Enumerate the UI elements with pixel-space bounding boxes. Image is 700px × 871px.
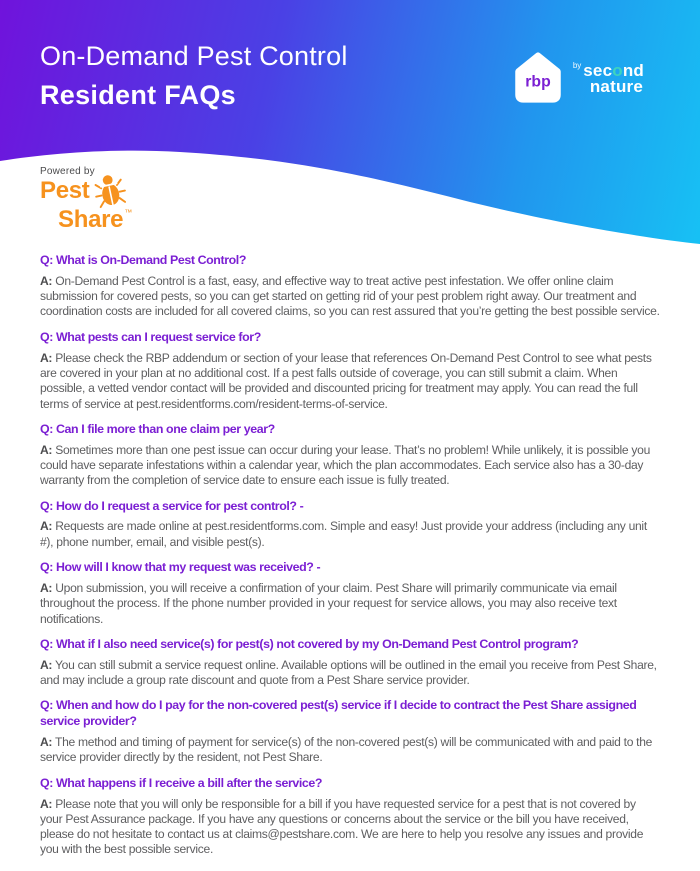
faq-question: Q: How will I know that my request was received? - [40,560,321,575]
faq-item-7 [40,698,660,765]
answer-text: You can still submit a service request online. Available options will be outlined in the email you receive from Pest Share, and may include a group rate discount and quote from a Pest Share service provider. [40,657,657,687]
answer-prefix: A: [40,657,53,672]
pest-word: Pest [40,177,90,204]
faq-item-5 [40,560,660,627]
share-word: Share™ [58,206,132,233]
answer-prefix: A: [40,519,53,534]
faq-answer [40,581,660,627]
beetle-icon [94,173,126,209]
faq-item-4 [40,499,660,550]
rbp-second-nature-logo [512,50,644,106]
faq-list [0,245,700,858]
powered-by-label: Powered by [40,166,95,177]
answer-prefix: A: [40,735,53,750]
second-nature-wordmark: $^{by}$ second nature [572,60,644,96]
page-title: On-Demand Pest Control [40,41,348,71]
page-header [0,0,700,245]
answer-prefix: A: [40,580,53,595]
rbp-logo-text: rbp [525,73,551,91]
faq-question: Q: When and how do I pay for the non-covered pest(s) service if I decide to contract the Pest Share assigned service provider? [40,698,637,729]
faq-answer [40,351,660,412]
answer-text: Please note that you will only be responsible for a bill if you have requested service for a pest that is not covered by your Pest Assurance package. If you have any questions or concerns about the service or the bill you have received, please do not hesitate to contact us at claims@pestshare.com. We are here to help you resolve any issues and provide you with the best possible service. [40,796,644,857]
header-titles [40,40,348,112]
second-nature-line2: nature [589,76,643,96]
faq-question: Q: What happens if I receive a bill after the service? [40,775,323,790]
faq-question: Q: What if I also need service(s) for pest(s) not covered by my On-Demand Pest Control program? [40,636,579,651]
answer-text: On-Demand Pest Control is a fast, easy, and effective way to treat active pest infestation. We offer online claim submission for covered pests, so you can get started on getting rid of your pest problem right away. Our treatment and coordination costs are included for all covered claims, so you can rest assured that you’re getting the best possible service. [40,273,660,319]
answer-text: Upon submission, you will receive a confirmation of your claim. Pest Share will primarily communicate via email throughout the process. If the phone number provided in your request for service allows, you may also receive text notifications. [40,580,617,626]
rbp-house-icon [512,50,564,106]
faq-answer [40,443,660,489]
page-subtitle: Resident FAQs [40,80,236,111]
answer-prefix: A: [40,796,53,811]
faq-answer [40,797,660,858]
faq-answer [40,658,660,689]
faq-question: Q: What is On-Demand Pest Control? [40,253,246,267]
trademark-symbol: ™ [124,208,132,217]
faq-answer [40,274,660,320]
faq-answer [40,735,660,766]
faq-item-2 [40,330,660,412]
answer-prefix: A: [40,273,53,288]
faq-question: Q: What pests can I request service for? [40,329,261,344]
answer-prefix: A: [40,442,53,457]
answer-text: The method and timing of payment for service(s) of the non-covered pest(s) will be communicated with and paid to the service provider directly by the resident, not Pest Share. [40,735,653,765]
faq-answer [40,519,660,550]
pest-share-logo [40,166,132,232]
by-label: by [572,60,582,70]
second-nature-o: o [612,60,623,80]
faq-item-3 [40,422,660,489]
faq-question: Q: How do I request a service for pest control? - [40,498,304,513]
answer-text: Requests are made online at pest.residentforms.com. Simple and easy! Just provide your address (including any unit #), phone number, email, and visible pest(s). [40,519,647,549]
faq-item-1 [40,253,660,320]
faq-question: Q: Can I file more than one claim per year? [40,421,275,436]
answer-prefix: A: [40,350,53,365]
answer-text: Sometimes more than one pest issue can occur during your lease. That’s no problem! While unlikely, it is possible you could have separate infestations within a calendar year, which the plan accommodates. Each service also has a 30-day warranty from the completion of service date to ensure each issue is fully treated. [40,442,650,488]
answer-text: Please check the RBP addendum or section of your lease that references On-Demand Pest Control to see what pests are covered in your plan at no additional cost. If a pest falls outside of coverage, you can still submit a claim. When possible, a vetted vendor contact will be provided and discounted pricing for treatment may apply. You can read the full terms of service at pest.residentforms.com/resident-terms-of-service. [40,350,652,411]
faq-item-8 [40,776,660,858]
faq-item-6 [40,637,660,688]
